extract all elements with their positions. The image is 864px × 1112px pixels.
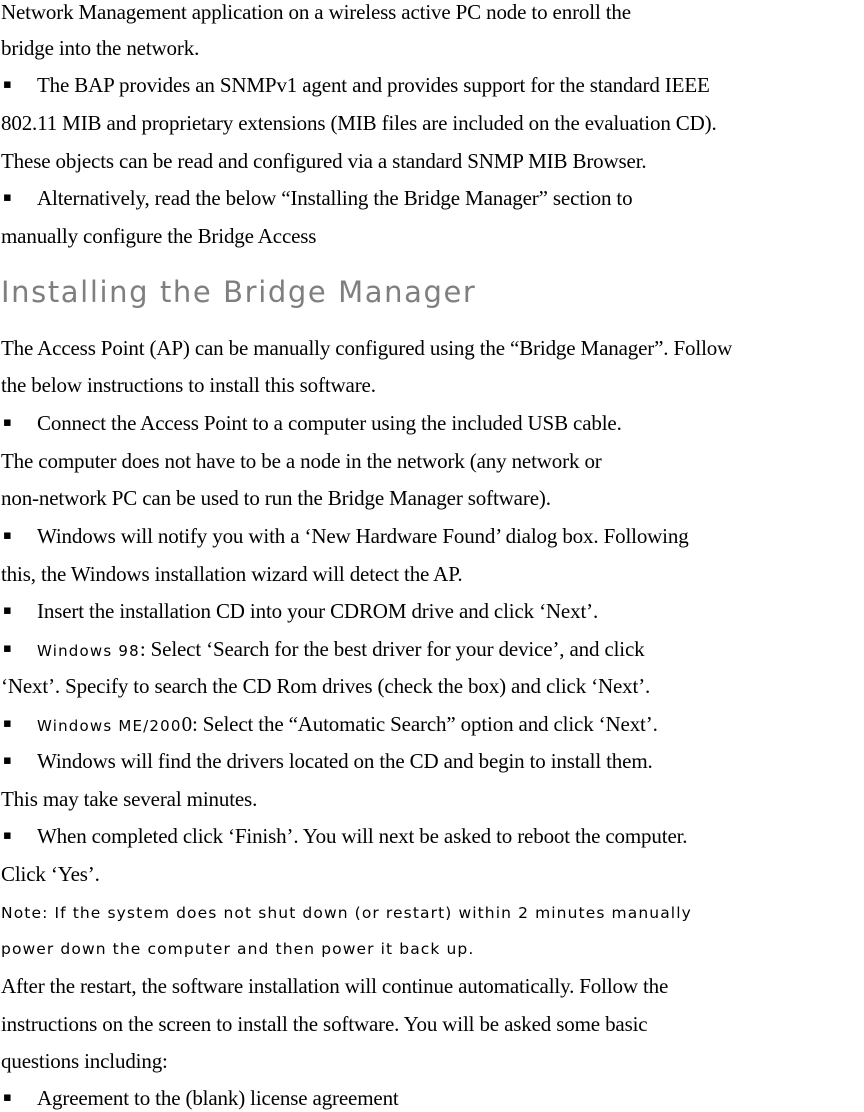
step-find-drivers-line-2: This may take several minutes.: [1, 787, 258, 811]
note-line-2: power down the computer and then power it back up.: [1, 940, 475, 958]
intro-line-1: Network Management application on a wireless active PC node to enroll the: [1, 0, 631, 24]
windows-98-label: Windows 98: [37, 642, 140, 660]
bullet-icon: ▪: [3, 77, 12, 92]
alternative-bullet-text: Alternatively, read the below “Installing the Bridge Manager” section to: [37, 186, 633, 210]
step-windows-me-2000: [37, 711, 658, 739]
bullet-icon: ▪: [3, 190, 12, 205]
section-heading: Installing the Bridge Manager: [1, 275, 477, 309]
windows-me-label: Windows ME/200: [37, 717, 182, 735]
alternative-line-2: manually configure the Bridge Access: [1, 224, 317, 248]
step-new-hardware: Windows will notify you with a ‘New Hardware Found’ dialog box. Following: [37, 524, 689, 548]
step-license-agreement: Agreement to the (blank) license agreement: [37, 1086, 399, 1110]
bullet-icon: ▪: [3, 1090, 12, 1105]
step-connect-usb: Connect the Access Point to a computer using the included USB cable.: [37, 411, 622, 435]
bullet-icon: ▪: [3, 641, 12, 656]
after-restart-line-2: instructions on the screen to install the software. You will be asked some basic: [1, 1012, 648, 1036]
windows-98-text: : Select ‘Search for the best driver for your device’, and click: [139, 637, 645, 661]
intro-paragraph-line-1: The Access Point (AP) can be manually configured using the “Bridge Manager”. Follow: [1, 336, 733, 360]
bullet-icon: ▪: [3, 528, 12, 543]
step-finish: When completed click ‘Finish’. You will next be asked to reboot the computer.: [37, 824, 688, 848]
step-connect-line-3: non-network PC can be used to run the Bridge Manager software).: [1, 486, 551, 510]
step-connect-line-2: The computer does not have to be a node in the network (any network or: [1, 449, 602, 473]
step-find-drivers: Windows will find the drivers located on the CD and begin to install them.: [37, 749, 653, 773]
after-restart-line-1: After the restart, the software installation will continue automatically. Follow the: [1, 974, 669, 998]
intro-paragraph-line-2: the below instructions to install this software.: [1, 373, 376, 397]
step-insert-cd: Insert the installation CD into your CDROM drive and click ‘Next’.: [37, 599, 599, 623]
snmp-line-2: 802.11 MIB and proprietary extensions (MIB files are included on the evaluation CD).: [1, 111, 717, 135]
bullet-icon: ▪: [3, 716, 12, 731]
bullet-icon: ▪: [3, 603, 12, 618]
bullet-icon: ▪: [3, 753, 12, 768]
step-windows-98-line-2: ‘Next’. Specify to search the CD Rom drives (check the box) and click ‘Next’.: [1, 674, 651, 698]
step-finish-line-2: Click ‘Yes’.: [1, 862, 100, 886]
bullet-icon: ▪: [3, 415, 12, 430]
note-line-1: Note: If the system does not shut down (or restart) within 2 minutes manually: [1, 904, 692, 922]
intro-line-2: bridge into the network.: [1, 36, 200, 60]
step-new-hardware-line-2: this, the Windows installation wizard will detect the AP.: [1, 562, 463, 586]
windows-me-text: 0: Select the “Automatic Search” option and click ‘Next’.: [181, 712, 658, 736]
after-restart-line-3: questions including:: [1, 1049, 168, 1073]
snmp-line-3: These objects can be read and configured via a standard SNMP MIB Browser.: [1, 149, 647, 173]
snmp-bullet-text: The BAP provides an SNMPv1 agent and provides support for the standard IEEE: [37, 73, 710, 97]
step-windows-98: [37, 636, 645, 664]
bullet-icon: ▪: [3, 828, 12, 843]
